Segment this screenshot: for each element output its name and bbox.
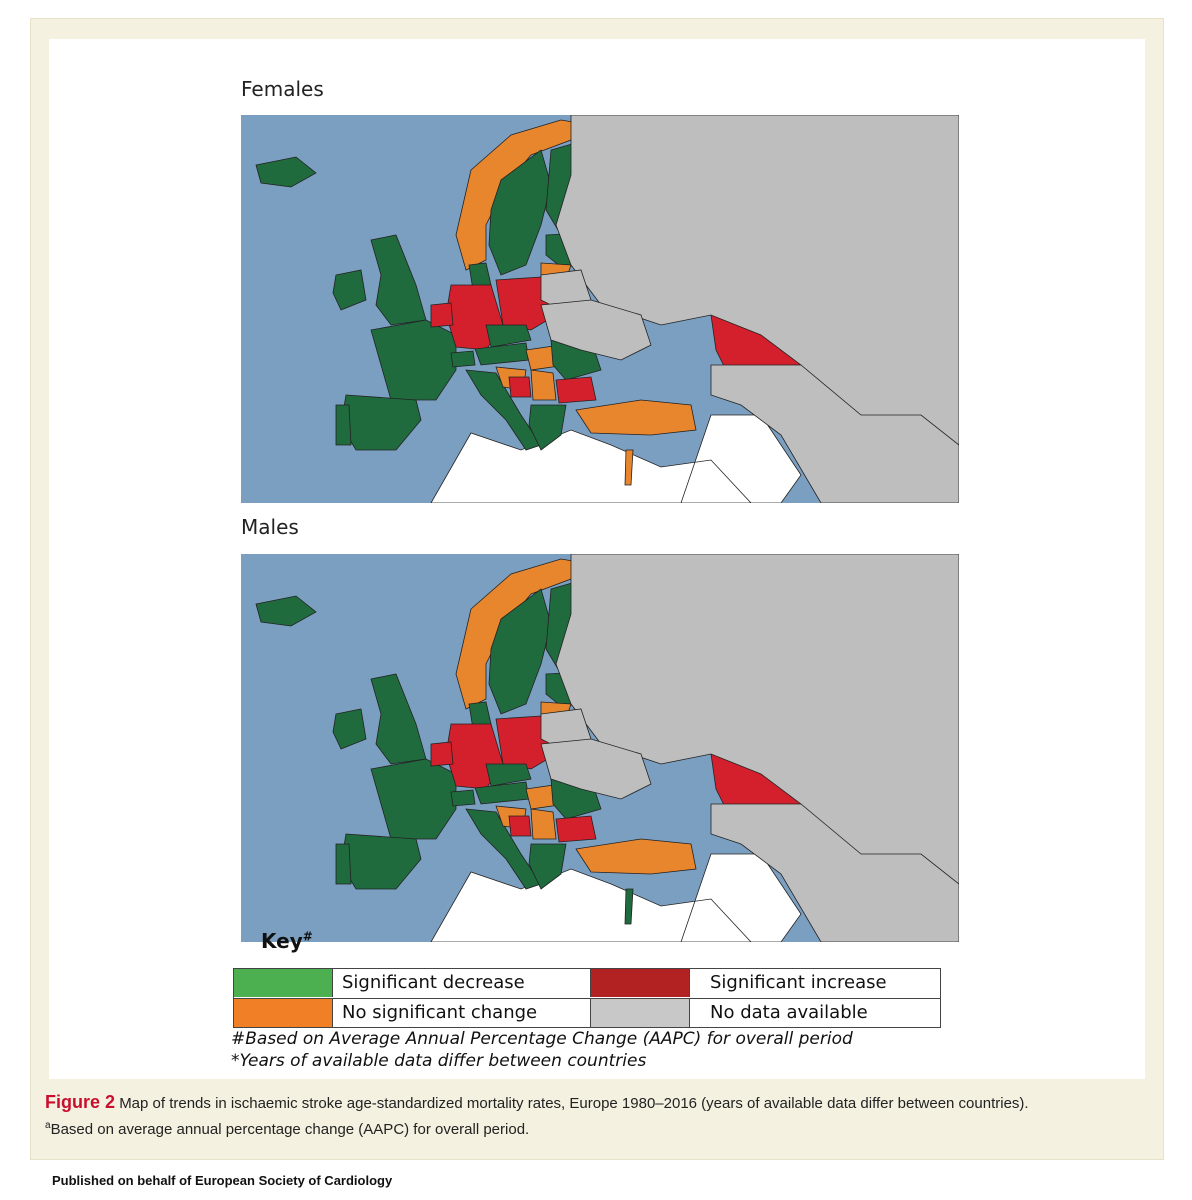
figure-frame [30, 18, 1164, 1160]
map-region-bosnia [509, 377, 531, 397]
legend-swatch-no-data [590, 999, 690, 1027]
key-footnote-years: *Years of available data differ between countries [231, 1051, 647, 1071]
map-region-france [371, 320, 456, 400]
legend-swatch-no-change [234, 999, 333, 1027]
males-map [241, 554, 959, 942]
legend-label-no-change: No significant change [342, 1002, 538, 1023]
legend-label-increase: Significant increase [710, 972, 887, 993]
map-region-serbia [531, 370, 556, 400]
legend-swatch-increase [590, 969, 690, 997]
map-region-bulgaria [556, 816, 596, 842]
map-region-benelux [431, 303, 453, 327]
figure-label: Figure 2 [45, 1092, 116, 1112]
map-region-uk [371, 674, 426, 764]
map-region-france [371, 759, 456, 839]
key-title-text: Key [261, 929, 303, 953]
map-region-iceland [256, 596, 316, 626]
figure-caption-text: Map of trends in ischaemic stroke age-standardized mortality rates, Europe 1980–2016 (years of available data differ between countries). [119, 1095, 1029, 1112]
key-title-mark: # [302, 929, 313, 944]
legend [233, 968, 941, 1028]
map-region-ireland [333, 270, 366, 310]
legend-label-no-data: No data available [710, 1002, 868, 1023]
legend-row [234, 969, 940, 997]
key-title [261, 929, 313, 953]
publisher-note: Published on behalf of European Society of Cardiology [52, 1173, 393, 1188]
map-region-bulgaria [556, 377, 596, 403]
map-region-ireland [333, 709, 366, 749]
europe-map-svg [241, 115, 959, 503]
map-region-switzerland [451, 790, 475, 806]
map-region-bosnia [509, 816, 531, 836]
caption-note: Based on average annual percentage change (AAPC) for overall period. [50, 1121, 530, 1138]
map-region-turkey [576, 400, 696, 435]
map-region-switzerland [451, 351, 475, 367]
map-region-spain [341, 834, 421, 889]
map-region-portugal [336, 405, 351, 445]
females-map-title: Females [241, 77, 324, 101]
figure-caption [45, 1091, 1155, 1141]
map-region-iceland [256, 157, 316, 187]
legend-label-decrease: Significant decrease [342, 972, 525, 993]
map-region-spain [341, 395, 421, 450]
europe-map-svg [241, 554, 959, 942]
map-region-portugal [336, 844, 351, 884]
key-footnote-aapc: #Based on Average Annual Percentage Change (AAPC) for overall period [231, 1029, 853, 1049]
figure-panel [49, 39, 1145, 1079]
legend-swatch-decrease [234, 969, 333, 997]
males-map-title: Males [241, 515, 299, 539]
map-region-uk [371, 235, 426, 325]
caption-note-mark: a [45, 1120, 51, 1131]
map-region-serbia [531, 809, 556, 839]
legend-row [234, 998, 940, 1027]
females-map [241, 115, 959, 503]
map-region-turkey [576, 839, 696, 874]
map-region-benelux [431, 742, 453, 766]
